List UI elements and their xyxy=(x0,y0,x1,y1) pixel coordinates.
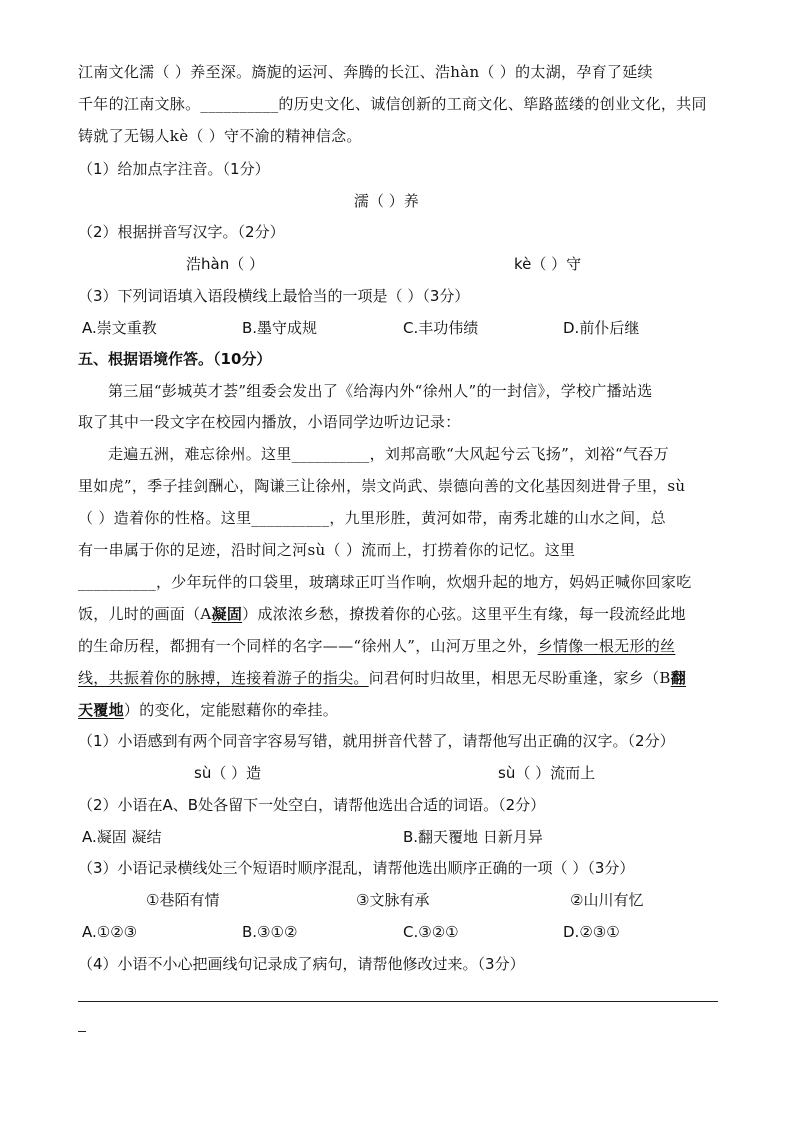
letter-line-1: 走遍五洲，难忘徐州。这里__________，刘邦高歌“大风起兮云飞扬”，刘裕“气吞万 xyxy=(108,445,669,463)
s5-sub3-label: （3）小语记录横线处三个短语时顺序混乱，请帮他选出顺序正确的一项（ ）（3分） xyxy=(78,859,635,877)
q-sub2-item-a: 浩hàn（ ） xyxy=(186,255,264,273)
letter-line-3: （ ）造着你的性格。这里__________，九里形胜，黄河如带，南秀北雄的山水之间，总 xyxy=(78,509,666,527)
passage-line-3: 铸就了无锡人kè（ ）守不渝的精神信念。 xyxy=(78,127,362,145)
q-sub2-label: （2）根据拼音写汉字。（2分） xyxy=(78,223,285,241)
phrase-3: ③文脉有承 xyxy=(356,891,430,909)
q4-option-d: D.前仆后继 xyxy=(563,319,640,337)
q4-option-a: A.崇文重教 xyxy=(82,319,157,337)
letter-line-8 xyxy=(78,668,718,688)
blank-a-word: 凝固 xyxy=(211,605,243,623)
q-sub3-label: （3）下列词语填入语段横线上最恰当的一项是（ ）（3分） xyxy=(78,287,470,305)
s5-sub3-option-b: B.③①② xyxy=(242,923,298,941)
letter-line-4: 有一串属于你的足迹，沿时间之河sù（ ）流而上，打捞着你的记忆。这里 xyxy=(78,541,576,559)
s5-sub2-label: （2）小语在A、B处各留下一处空白，请帮他选出合适的词语。（2分） xyxy=(78,796,546,814)
s5-sub4-label: （4）小语不小心把画线句记录成了病句，请帮他修改过来。（3分） xyxy=(78,955,525,973)
underlined-sentence-part-1: 乡情像一根无形的丝 xyxy=(537,637,676,655)
letter-line-8-b: 问君何时归故里，相思无尽盼重逢，家乡（B xyxy=(368,669,671,687)
s5-sub3-option-d: D.②③① xyxy=(563,923,620,941)
answer-line-marker xyxy=(78,1031,86,1032)
letter-line-9 xyxy=(78,700,718,720)
s5-sub2-option-a: A.凝固 凝结 xyxy=(82,828,162,846)
blank-b-word-part-1: 翻 xyxy=(670,669,687,687)
q-sub1-item: 濡（ ）养 xyxy=(354,192,419,210)
letter-line-6-a: 饭，儿时的画面（A xyxy=(78,605,212,623)
letter-line-9-b: ）的变化，定能慰藉你的牵挂。 xyxy=(123,701,339,719)
s5-sub2-option-b: B.翻天覆地 日新月异 xyxy=(403,828,543,846)
phrase-1: ①巷陌有情 xyxy=(146,891,220,909)
letter-line-7-a: 的生命历程，都拥有一个同样的名字——“徐州人”，山河万里之外， xyxy=(78,637,538,655)
answer-line xyxy=(78,1001,718,1002)
s5-sub1-label: （1）小语感到有两个同音字容易写错，就用拼音代替了，请帮他写出正确的汉字。（2分） xyxy=(78,732,675,750)
letter-line-2: 里如虎”，季子挂剑酬心，陶谦三让徐州，崇文尚武、崇德向善的文化基因刻进骨子里，sù xyxy=(78,477,686,495)
section-5-intro-2: 取了其中一段文字在校园内播放，小语同学边听边记录： xyxy=(78,413,461,431)
letter-line-5: __________，少年玩伴的口袋里，玻璃球正叮当作响，炊烟升起的地方，妈妈正喊你回家吃 xyxy=(78,573,692,591)
s5-sub3-option-a: A.①②③ xyxy=(82,923,138,941)
q4-option-b: B.墨守成规 xyxy=(242,319,318,337)
phrase-2: ②山川有忆 xyxy=(570,891,644,909)
q-sub2-item-b: kè（ ）守 xyxy=(514,255,582,273)
s5-sub1-item-b: sù（ ）流而上 xyxy=(498,764,596,782)
letter-line-6 xyxy=(78,604,718,624)
letter-line-7 xyxy=(78,636,718,656)
section-5-intro-1: 第三届“彭城英才荟”组委会发出了《给海内外“徐州人”的一封信》，学校广播站选 xyxy=(108,382,653,400)
underlined-sentence-part-2: 线，共振着你的脉搏，连接着游子的指尖。 xyxy=(78,669,369,687)
section-5-heading: 五、根据语境作答。（10分） xyxy=(78,350,272,368)
letter-line-6-c: ）成浓浓乡愁，撩拨着你的心弦。这里平生有缘，每一段流经此地 xyxy=(242,605,686,623)
q-sub1-label: （1）给加点字注音。（1分） xyxy=(78,160,270,178)
passage-line-2: 千年的江南文脉。__________的历史文化、诚信创新的工商文化、筚路蓝缕的创业文化，共同 xyxy=(78,95,707,113)
s5-sub1-item-a: sù（ ）造 xyxy=(194,764,262,782)
blank-b-word-part-2: 天覆地 xyxy=(78,701,124,719)
q4-option-c: C.丰功伟绩 xyxy=(403,319,479,337)
passage-line-1: 江南文化濡（ ）养至深。旖旎的运河、奔腾的长江、浩hàn（ ）的太湖，孕育了延续 xyxy=(78,63,653,81)
s5-sub3-option-c: C.③②① xyxy=(403,923,459,941)
